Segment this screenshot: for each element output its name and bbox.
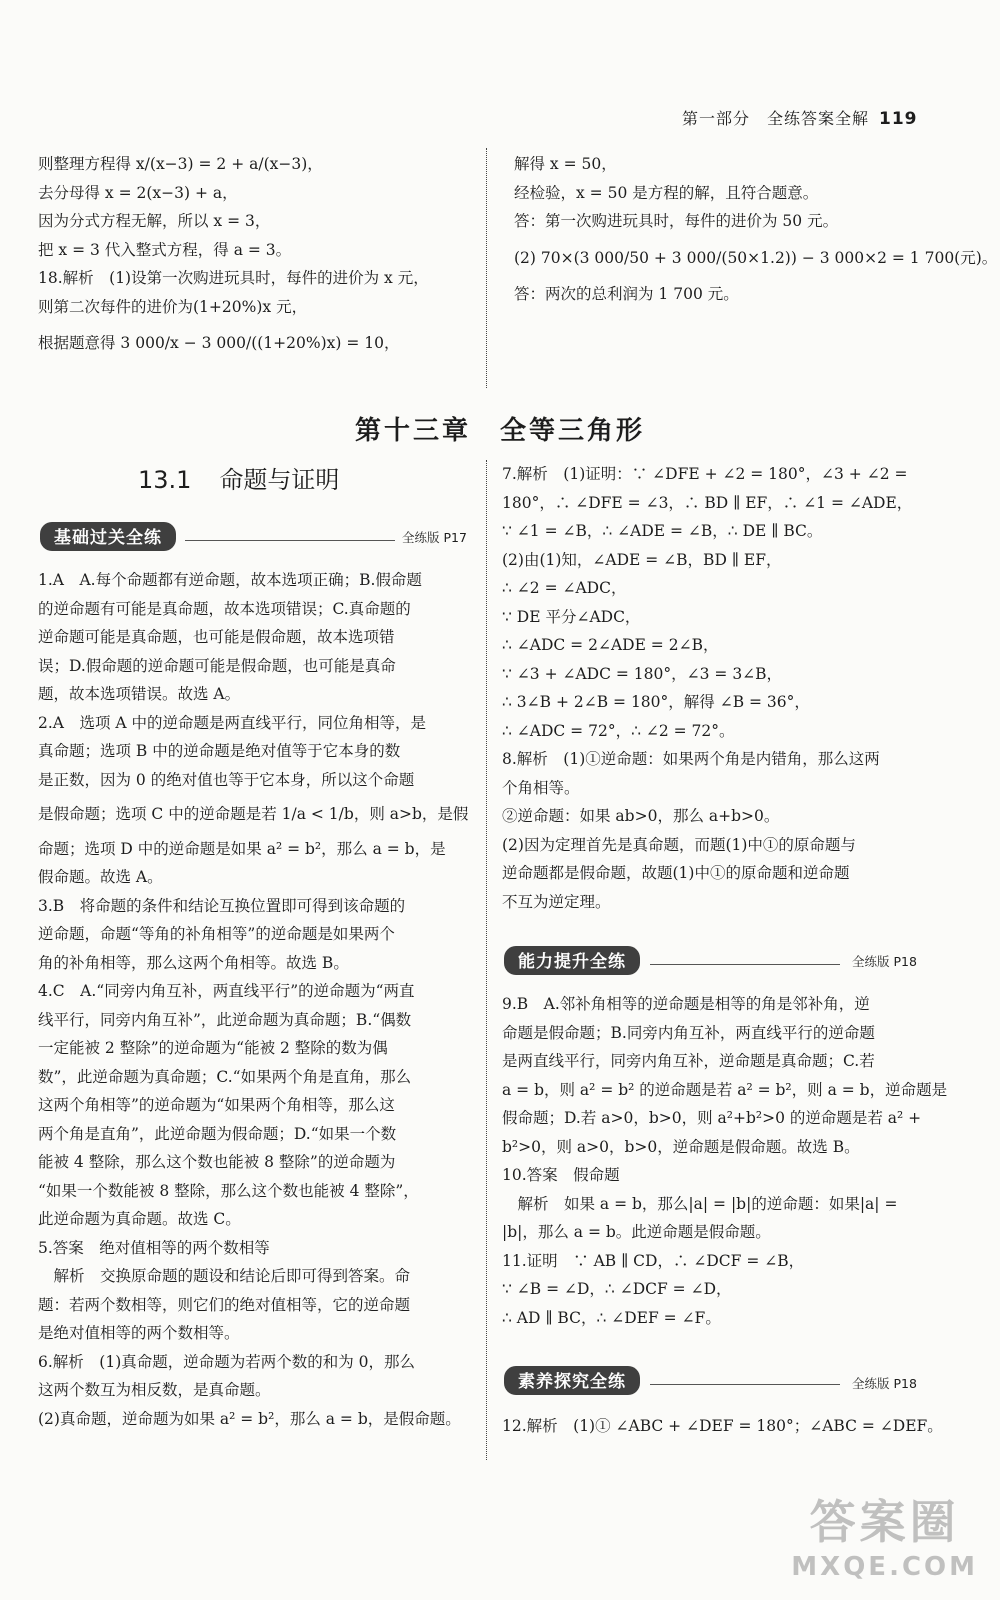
text-line: 解得 x = 50， bbox=[514, 155, 617, 173]
text-line: 逆命题，命题“等角的补角相等”的逆命题是如果两个 bbox=[38, 925, 395, 943]
text-line: 18.解析 (1)设第一次购进玩具时，每件的进价为 x 元， bbox=[38, 269, 429, 287]
text-line: 不互为逆定理。 bbox=[502, 892, 611, 911]
text-line: ∴ ∠ADC = 72°，∴ ∠2 = 72°。 bbox=[502, 721, 735, 740]
text-line: 则第二次每件的进价为(1+20%)x 元， bbox=[38, 297, 308, 316]
text-line: (2)因为定理首先是真命题，而题(1)中①的原命题与 bbox=[502, 835, 856, 854]
page-number: 119 bbox=[879, 109, 918, 129]
text-line: 题，故本选项错误。故选 A。 bbox=[38, 685, 241, 703]
banner-basic: 基础过关全练 bbox=[40, 522, 176, 551]
text-line: 逆命题都是假命题，故题(1)中①的原命题和逆命题 bbox=[502, 864, 850, 882]
text-line: 数”，此逆命题为真命题；C.“如果两个角是直角，那么 bbox=[38, 1067, 412, 1086]
section-number: 13.1 bbox=[138, 466, 192, 494]
text-line: 假命题；D.若 a>0，b>0，则 a²+b²>0 的逆命题是若 a² + bbox=[502, 1109, 922, 1127]
text-line: ②逆命题：如果 ab>0，那么 a+b>0。 bbox=[502, 807, 780, 825]
text-line: ∵ DE 平分∠ADC， bbox=[502, 607, 641, 626]
text-line: 解析 交换原命题的题设和结论后即可得到答案。命 bbox=[38, 1267, 411, 1285]
text-line: 180°，∴ ∠DFE = ∠3，∴ BD ∥ EF，∴ ∠1 = ∠ADE， bbox=[502, 493, 913, 512]
text-line: |b|，那么 a = b。此逆命题是假命题。 bbox=[502, 1223, 771, 1241]
text-line: 解析 如果 a = b，那么|a| = |b|的逆命题：如果|a| = bbox=[502, 1194, 898, 1213]
section-name: 命题与证明 bbox=[219, 466, 340, 494]
text-line: 能被 4 整除，那么这个数也能被 8 整除”的逆命题为 bbox=[38, 1153, 396, 1171]
text-line: 1.A A.每个命题都有逆命题，故本选项正确；B.假命题 bbox=[38, 571, 422, 589]
text-line: 此逆命题为真命题。故选 C。 bbox=[38, 1210, 241, 1228]
watermark-text: 答案圈 bbox=[809, 1495, 960, 1549]
text-line: 6.解析 (1)真命题，逆命题为若两个数的和为 0，那么 bbox=[38, 1352, 416, 1371]
ability-ref: 全练版 P18 bbox=[852, 954, 917, 969]
chapter-title: 第十三章 全等三角形 bbox=[354, 416, 645, 446]
text-line: 4.C A.“同旁内角互补，两直线平行”的逆命题为“两直 bbox=[38, 982, 415, 1000]
text-line: 这两个数互为相反数，是真命题。 bbox=[38, 1381, 271, 1399]
text-line: 假命题。故选 A。 bbox=[38, 868, 163, 886]
text-line: ∴ ∠2 = ∠ADC， bbox=[502, 579, 627, 597]
text-line: ∴ AD ∥ BC，∴ ∠DEF = ∠F。 bbox=[502, 1308, 721, 1327]
text-line: 是两直线平行，同旁内角互补，逆命题是真命题；C.若 bbox=[502, 1052, 875, 1070]
text-line: (2) 70×(3 000/50 + 3 000/(50×1.2)) − 3 000×2 = 1 700(元)。 bbox=[514, 248, 998, 267]
text-line: 9.B A.邻补角相等的逆命题是相等的角是邻补角，逆 bbox=[502, 995, 870, 1013]
text-line: 7.解析 (1)证明：∵ ∠DFE + ∠2 = 180°，∠3 + ∠2 = bbox=[502, 465, 908, 483]
left-column bbox=[38, 566, 480, 1433]
banner-explore: 素养探究全练 bbox=[504, 1366, 640, 1395]
section-title bbox=[138, 460, 339, 495]
watermark-logo bbox=[791, 1486, 978, 1582]
text-line: 8.解析 (1)①逆命题：如果两个角是内错角，那么这两 bbox=[502, 750, 880, 768]
text-line: “如果一个数能被 8 整除，那么这个数也能被 4 整除”， bbox=[38, 1181, 419, 1200]
text-line: 是绝对值相等的两个数相等。 bbox=[38, 1324, 240, 1342]
banner-ability: 能力提升全练 bbox=[504, 946, 640, 975]
text-line: a = b，则 a² = b² 的逆命题是若 a² = b²，则 a = b，逆命题是 bbox=[502, 1080, 948, 1099]
text-line: 的逆命题有可能是真命题，故本选项错误；C.真命题的 bbox=[38, 599, 411, 618]
text-line: ∵ ∠1 = ∠B，∴ ∠ADE = ∠B，∴ DE ∥ BC。 bbox=[502, 522, 823, 540]
top-right-block bbox=[514, 150, 998, 309]
text-line: 角的补角相等，那么这两个角相等。故选 B。 bbox=[38, 953, 349, 972]
text-line: 是正数，因为 0 的绝对值也等于它本身，所以这个命题 bbox=[38, 770, 415, 789]
text-line: 把 x = 3 代入整式方程，得 a = 3。 bbox=[38, 240, 292, 259]
right-column-b bbox=[502, 990, 948, 1332]
text-line: 题：若两个数相等，则它们的绝对值相等，它的逆命题 bbox=[38, 1295, 411, 1314]
text-line: (2)真命题，逆命题为如果 a² = b²，那么 a = b，是假命题。 bbox=[38, 1409, 461, 1428]
text-line: 真命题；选项 B 中的逆命题是绝对值等于它本身的数 bbox=[38, 742, 401, 760]
column-divider bbox=[486, 460, 487, 1460]
text-line: 命题是假命题；B.同旁内角互补，两直线平行的逆命题 bbox=[502, 1023, 875, 1042]
banner-rule bbox=[185, 540, 395, 541]
text-line: 命题；选项 D 中的逆命题是如果 a² = b²，那么 a = b，是 bbox=[38, 839, 446, 858]
header-text: 第一部分 全练答案全解 bbox=[682, 109, 870, 128]
right-column-c bbox=[502, 1412, 942, 1441]
text-line: 根据题意得 3 000/x − 3 000/((1+20%)x) = 10， bbox=[38, 334, 400, 352]
text-line: 误；D.假命题的逆命题可能是假命题，也可能是真命 bbox=[38, 656, 396, 675]
text-line: ∴ ∠ADC = 2∠ADE = 2∠B， bbox=[502, 636, 719, 654]
text-line: ∵ ∠3 + ∠ADC = 180°，∠3 = 3∠B， bbox=[502, 664, 783, 683]
running-header bbox=[682, 106, 918, 129]
text-line: 5.答案 绝对值相等的两个数相等 bbox=[38, 1238, 270, 1257]
text-line: 则整理方程得 x/(x−3) = 2 + a/(x−3)， bbox=[38, 155, 323, 173]
text-line: 经检验，x = 50 是方程的解，且符合题意。 bbox=[514, 183, 819, 202]
text-line: ∵ ∠B = ∠D，∴ ∠DCF = ∠D， bbox=[502, 1280, 732, 1298]
text-line: 2.A 选项 A 中的逆命题是两直线平行，同位角相等，是 bbox=[38, 713, 427, 732]
text-line: ∴ 3∠B + 2∠B = 180°，解得 ∠B = 36°， bbox=[502, 693, 810, 711]
text-line: 答：两次的总利润为 1 700 元。 bbox=[514, 285, 739, 303]
text-line: 3.B 将命题的条件和结论互换位置即可得到该命题的 bbox=[38, 896, 406, 915]
text-line: 逆命题可能是真命题，也可能是假命题，故本选项错 bbox=[38, 628, 395, 646]
text-line: (2)由(1)知，∠ADE = ∠B，BD ∥ EF， bbox=[502, 550, 782, 569]
text-line: 一定能被 2 整除”的逆命题为“能被 2 整除的数为偶 bbox=[38, 1039, 388, 1057]
text-line: 是假命题；选项 C 中的逆命题是若 1/a < 1/b，则 a>b，是假 bbox=[38, 805, 469, 823]
text-line: 11.证明 ∵ AB ∥ CD，∴ ∠DCF = ∠B， bbox=[502, 1251, 805, 1270]
top-left-block bbox=[38, 150, 480, 358]
right-column-a bbox=[502, 460, 942, 916]
text-line: 两个角是直角”，此逆命题为假命题；D.“如果一个数 bbox=[38, 1124, 397, 1143]
text-line: 这两个角相等”的逆命题为“如果两个角相等，那么这 bbox=[38, 1096, 395, 1114]
text-line: 线平行，同旁内角互补”，此逆命题为真命题；B.“偶数 bbox=[38, 1010, 412, 1029]
banner-rule bbox=[650, 964, 840, 965]
text-line: 去分母得 x = 2(x−3) + a， bbox=[38, 183, 238, 202]
text-line: 个角相等。 bbox=[502, 778, 580, 797]
explore-ref: 全练版 P18 bbox=[852, 1376, 917, 1391]
watermark-url: MXQE.COM bbox=[791, 1552, 978, 1582]
text-line: 答：第一次购进玩具时，每件的进价为 50 元。 bbox=[514, 212, 839, 230]
basic-ref: 全练版 P17 bbox=[402, 530, 467, 545]
text-line: 10.答案 假命题 bbox=[502, 1166, 620, 1184]
text-line: 因为分式方程无解，所以 x = 3， bbox=[38, 212, 271, 230]
text-line: 12.解析 (1)① ∠ABC + ∠DEF = 180°；∠ABC = ∠DEF。 bbox=[502, 1417, 943, 1435]
text-line: b²>0，则 a>0，b>0，逆命题是假命题。故选 B。 bbox=[502, 1137, 860, 1156]
banner-rule bbox=[650, 1384, 840, 1385]
column-divider bbox=[486, 148, 487, 388]
